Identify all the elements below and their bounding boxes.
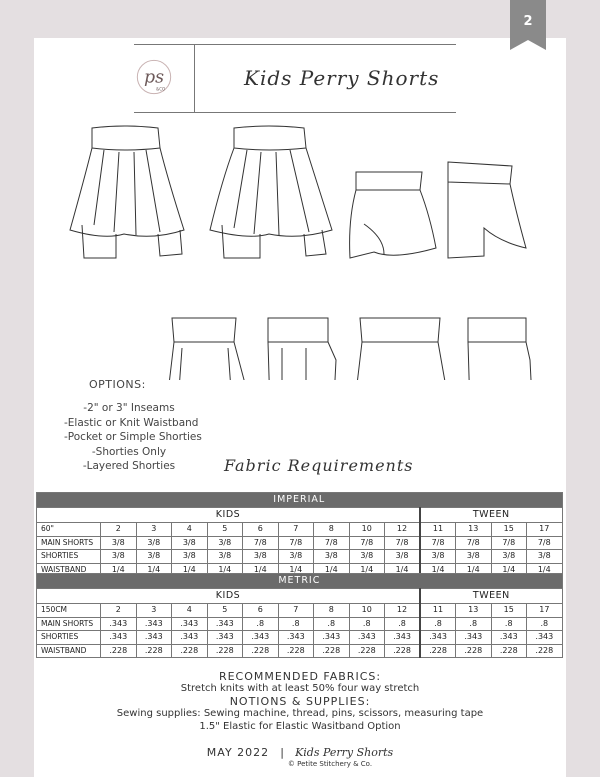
value-cell: 3/8 <box>101 536 137 550</box>
tween-label: TWEEN <box>420 508 562 523</box>
fabric-requirements-title: Fabric Requirements <box>224 456 414 475</box>
size-cell: 8 <box>314 523 350 537</box>
options-heading: OPTIONS: <box>89 378 146 391</box>
value-cell: .343 <box>243 631 279 645</box>
value-cell: .343 <box>136 617 172 631</box>
header-top-rule <box>134 44 456 45</box>
metric-band: METRIC <box>37 574 563 589</box>
size-cell: 17 <box>527 523 563 537</box>
value-cell: .8 <box>314 617 350 631</box>
value-cell: 1/4 <box>101 563 137 577</box>
size-cell: 3 <box>136 523 172 537</box>
value-cell: 7/8 <box>527 536 563 550</box>
page-footer <box>34 741 566 768</box>
page-number-tab <box>510 0 546 40</box>
metric-table <box>36 573 563 658</box>
value-cell: .228 <box>491 644 527 658</box>
value-cell: .343 <box>278 631 314 645</box>
value-cell: .343 <box>172 631 208 645</box>
value-cell: .228 <box>349 644 385 658</box>
pattern-title: Kids Perry Shorts <box>244 66 440 90</box>
value-cell: 3/8 <box>314 550 350 564</box>
row-label: WAISTBAND <box>37 644 101 658</box>
row-label: MAIN SHORTS <box>37 536 101 550</box>
value-cell: .343 <box>527 631 563 645</box>
value-cell: 3/8 <box>491 550 527 564</box>
size-cell: 13 <box>456 604 492 618</box>
value-cell: .343 <box>349 631 385 645</box>
table-row <box>37 617 563 631</box>
value-cell: .8 <box>456 617 492 631</box>
value-cell: 1/4 <box>420 563 456 577</box>
value-cell: 3/8 <box>385 550 421 564</box>
value-cell: 1/4 <box>136 563 172 577</box>
size-cell: 11 <box>420 604 456 618</box>
value-cell: 3/8 <box>136 536 172 550</box>
value-cell: .343 <box>314 631 350 645</box>
value-cell: .228 <box>385 644 421 658</box>
value-cell: .228 <box>207 644 243 658</box>
value-cell: 3/8 <box>527 550 563 564</box>
value-cell: .343 <box>101 617 137 631</box>
value-cell: 3/8 <box>172 550 208 564</box>
size-cell: 5 <box>207 523 243 537</box>
value-cell: 1/4 <box>207 563 243 577</box>
size-cell: 10 <box>349 604 385 618</box>
value-cell: .343 <box>491 631 527 645</box>
value-cell: 3/8 <box>243 550 279 564</box>
kids-label: KIDS <box>37 589 421 604</box>
value-cell: .343 <box>101 631 137 645</box>
size-cell: 4 <box>172 523 208 537</box>
size-cell: 12 <box>385 523 421 537</box>
value-cell: 3/8 <box>456 550 492 564</box>
footer-copyright: © Petite Stitchery & Co. <box>287 760 373 768</box>
size-cell: 11 <box>420 523 456 537</box>
size-cell: 4 <box>172 604 208 618</box>
size-cell: 6 <box>243 604 279 618</box>
value-cell: 3/8 <box>349 550 385 564</box>
size-label: 60" <box>37 523 101 537</box>
recommended-text: Stretch knits with at least 50% four way stretch <box>180 683 420 694</box>
value-cell: .228 <box>527 644 563 658</box>
svg-text:&CO: &CO <box>156 86 166 92</box>
value-cell: .228 <box>314 644 350 658</box>
value-cell: .228 <box>456 644 492 658</box>
size-cell: 2 <box>101 523 137 537</box>
value-cell: 3/8 <box>207 536 243 550</box>
notions-heading: NOTIONS & SUPPLIES: <box>229 695 371 708</box>
value-cell: 3/8 <box>101 550 137 564</box>
value-cell: 1/4 <box>456 563 492 577</box>
value-cell: 1/4 <box>349 563 385 577</box>
row-label: WAISTBAND <box>37 563 101 577</box>
value-cell: .8 <box>243 617 279 631</box>
value-cell: 1/4 <box>385 563 421 577</box>
size-cell: 13 <box>456 523 492 537</box>
option-item: -Pocket or Simple Shorties <box>64 431 202 443</box>
header-bottom-rule <box>134 112 456 113</box>
value-cell: .343 <box>172 617 208 631</box>
value-cell: .228 <box>101 644 137 658</box>
value-cell: 3/8 <box>207 550 243 564</box>
size-cell: 10 <box>349 523 385 537</box>
footer-divider: | <box>280 746 284 759</box>
size-cell: 8 <box>314 604 350 618</box>
value-cell: .8 <box>420 617 456 631</box>
size-label: 150CM <box>37 604 101 618</box>
value-cell: 1/4 <box>527 563 563 577</box>
header-divider <box>194 44 195 112</box>
value-cell: .8 <box>278 617 314 631</box>
value-cell: 7/8 <box>420 536 456 550</box>
value-cell: 3/8 <box>420 550 456 564</box>
value-cell: .228 <box>243 644 279 658</box>
value-cell: 3/8 <box>136 550 172 564</box>
size-cell: 15 <box>491 523 527 537</box>
row-label: SHORTIES <box>37 550 101 564</box>
page-number: 2 <box>523 14 533 29</box>
value-cell: 3/8 <box>172 536 208 550</box>
value-cell: 1/4 <box>172 563 208 577</box>
value-cell: 1/4 <box>314 563 350 577</box>
value-cell: .228 <box>172 644 208 658</box>
value-cell: .228 <box>136 644 172 658</box>
size-row <box>37 604 563 618</box>
notions-line-1: Sewing supplies: Sewing machine, thread, pins, scissors, measuring tape <box>116 708 484 719</box>
size-cell: 5 <box>207 604 243 618</box>
value-cell: 1/4 <box>243 563 279 577</box>
table-row <box>37 644 563 658</box>
value-cell: .8 <box>491 617 527 631</box>
size-cell: 12 <box>385 604 421 618</box>
value-cell: 1/4 <box>278 563 314 577</box>
value-cell: .8 <box>527 617 563 631</box>
size-cell: 7 <box>278 604 314 618</box>
kids-label: KIDS <box>37 508 421 523</box>
value-cell: 7/8 <box>314 536 350 550</box>
technical-drawings <box>64 120 534 380</box>
table-row <box>37 550 563 564</box>
size-row <box>37 523 563 537</box>
value-cell: .8 <box>385 617 421 631</box>
option-item: -Shorties Only <box>91 445 167 458</box>
brand-logo <box>134 46 194 112</box>
value-cell: .343 <box>207 617 243 631</box>
row-label: MAIN SHORTS <box>37 617 101 631</box>
value-cell: .228 <box>278 644 314 658</box>
value-cell: .343 <box>136 631 172 645</box>
imperial-table <box>36 492 563 577</box>
value-cell: .8 <box>349 617 385 631</box>
table-row <box>37 536 563 550</box>
value-cell: .343 <box>207 631 243 645</box>
value-cell: 3/8 <box>278 550 314 564</box>
size-cell: 3 <box>136 604 172 618</box>
options-list <box>64 378 202 474</box>
option-item: -Layered Shorties <box>82 460 176 472</box>
value-cell: .343 <box>385 631 421 645</box>
value-cell: 1/4 <box>491 563 527 577</box>
footer-title: Kids Perry Shorts <box>295 746 394 759</box>
value-cell: .343 <box>420 631 456 645</box>
size-cell: 17 <box>527 604 563 618</box>
imperial-band: IMPERIAL <box>37 493 563 508</box>
value-cell: 7/8 <box>278 536 314 550</box>
value-cell: 7/8 <box>349 536 385 550</box>
value-cell: 7/8 <box>385 536 421 550</box>
value-cell: .228 <box>420 644 456 658</box>
tween-label: TWEEN <box>420 589 562 604</box>
footer-date: MAY 2022 <box>206 746 270 759</box>
table-row <box>37 631 563 645</box>
recommended-heading: RECOMMENDED FABRICS: <box>218 670 382 683</box>
size-cell: 2 <box>101 604 137 618</box>
value-cell: 7/8 <box>456 536 492 550</box>
size-cell: 6 <box>243 523 279 537</box>
svg-text:ps: ps <box>144 67 164 88</box>
notions-line-2: 1.5" Elastic for Elastic Wasitband Option <box>199 721 401 732</box>
value-cell: .343 <box>456 631 492 645</box>
option-item: -2" or 3" Inseams <box>83 402 175 414</box>
size-cell: 7 <box>278 523 314 537</box>
recommended-section <box>34 670 566 732</box>
pattern-page <box>34 38 566 777</box>
option-item: -Elastic or Knit Waistband <box>64 416 199 429</box>
value-cell: 7/8 <box>243 536 279 550</box>
size-cell: 15 <box>491 604 527 618</box>
value-cell: 7/8 <box>491 536 527 550</box>
row-label: SHORTIES <box>37 631 101 645</box>
